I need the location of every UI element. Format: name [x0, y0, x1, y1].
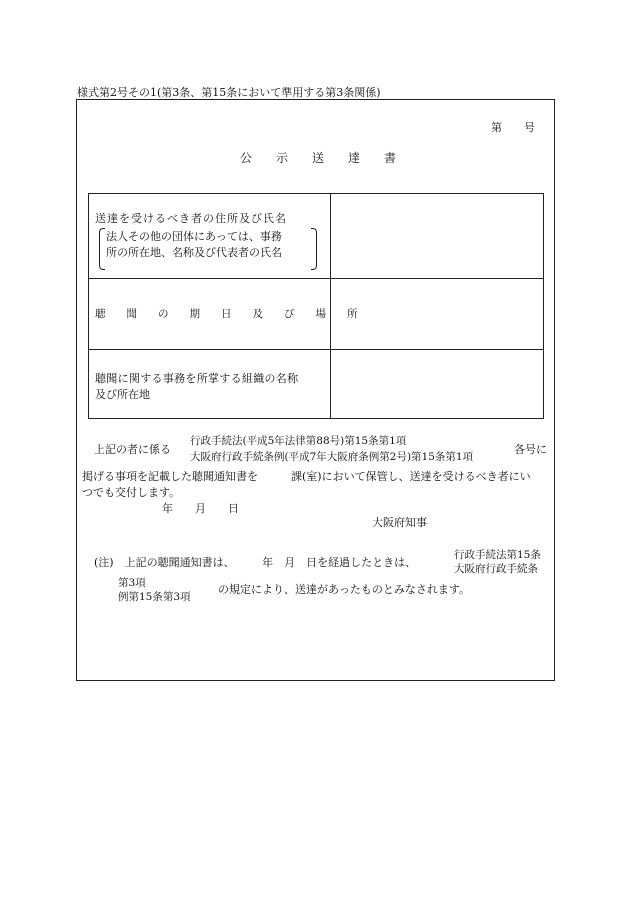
hearing-date-place-label: 聴 聞 の 期 日 及 び 場 所: [95, 308, 358, 320]
body-law-act: 行政手続法(平成5年法律第88号)第15条第1項: [190, 435, 407, 447]
table-row-divider: [89, 278, 543, 279]
document-title: 公 示 送 達 書: [240, 151, 397, 165]
note-law-act-cont: 第3項: [118, 577, 146, 589]
table-row-divider: [89, 349, 543, 350]
bracket-left: [99, 228, 105, 270]
document-number: 第 号: [491, 121, 535, 134]
note-tail: の規定により、送達があったものとみなされます。: [218, 583, 471, 596]
body-law-ordinance: 大阪府行政手続条例(平成7年大阪府条例第2号)第15条第1項: [190, 451, 474, 463]
recipient-label-line2: 法人その他の団体にあっては、事務: [106, 230, 282, 243]
body-line2: 掲げる事項を記載した聴聞通知書を 課(室)において保管し、送達を受けるべき者にい: [82, 470, 531, 483]
body-suffix: 各号に: [514, 443, 547, 456]
note-law-ordinance-cont: 例第15条第3項: [118, 591, 191, 603]
notice-table: [88, 193, 544, 419]
recipient-label-line3: 所の所在地、名称及び代表者の氏名: [106, 246, 282, 259]
form-caption: 様式第2号その1(第3条、第15条において準用する第3条関係): [77, 86, 381, 99]
body-lead: 上記の者に係る: [94, 443, 171, 456]
organization-label-line1: 聴聞に関する事務を所掌する組織の名称: [95, 372, 299, 385]
body-line3: つでも交付します。: [82, 486, 181, 499]
recipient-label-line1: 送達を受けるべき者の住所及び氏名: [95, 212, 287, 225]
note-law-ordinance: 大阪府行政手続条: [454, 563, 538, 575]
organization-label-line2: 及び所在地: [95, 388, 150, 401]
table-column-divider: [330, 194, 331, 418]
note-lead: (注) 上記の聴聞通知書は、 年 月 日を経過したときは、: [94, 556, 417, 569]
signer: 大阪府知事: [372, 516, 427, 529]
note-law-act: 行政手続法第15条: [454, 549, 541, 561]
bracket-right: [311, 228, 317, 270]
issue-date: 年 月 日: [162, 502, 239, 515]
